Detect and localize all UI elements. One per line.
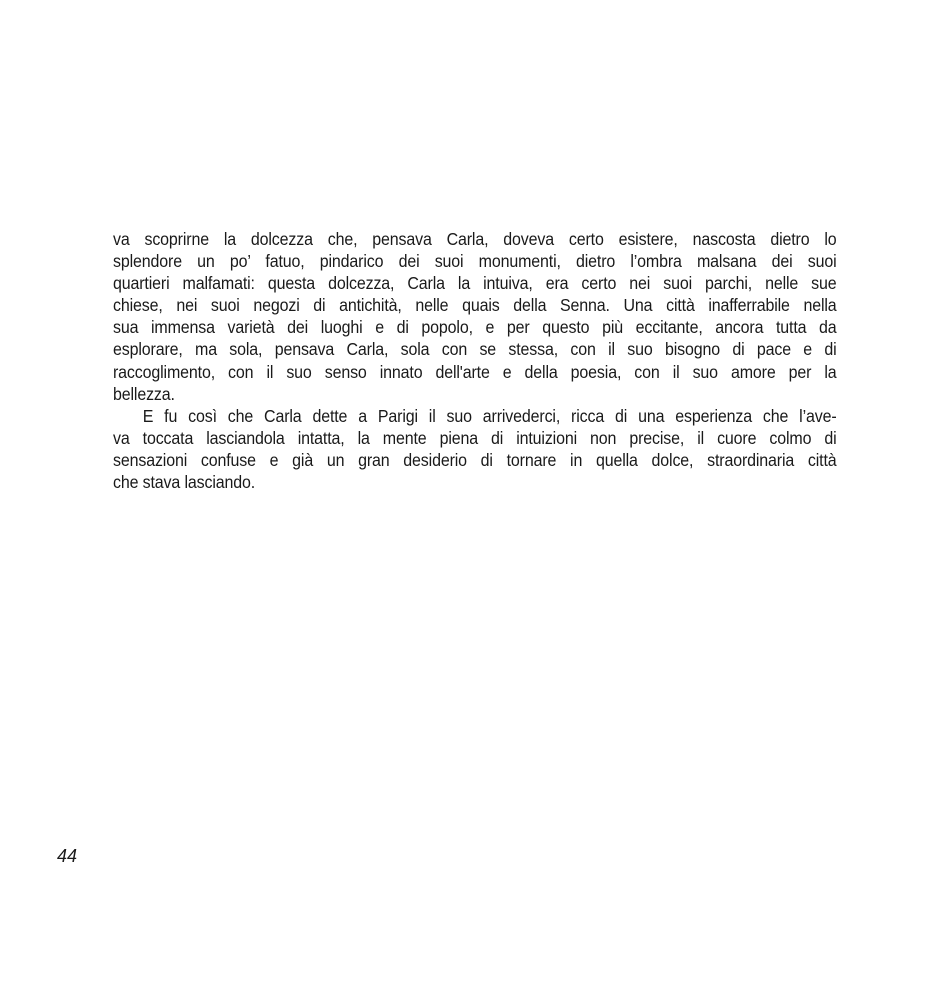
text-line: bellezza. bbox=[113, 383, 175, 404]
text-line: sensazioni confuse e già un gran desiderio di tornare in quella dolce, straordinaria città bbox=[113, 449, 837, 470]
text-line: sua immensa varietà dei luoghi e di popolo, e per questo più eccitante, ancora tutta da bbox=[113, 317, 837, 338]
paragraph-2 bbox=[113, 405, 837, 493]
page-number: 44 bbox=[57, 846, 78, 866]
text-line: chiese, nei suoi negozi di antichità, nelle quais della Senna. Una città inafferrabile nella bbox=[113, 295, 837, 316]
text-line: E fu così che Carla dette a Parigi il suo arrivederci, ricca di una esperienza che l’ave- bbox=[142, 405, 837, 426]
text-line: raccoglimento, con il suo senso innato dell'arte e della poesia, con il suo amore per la bbox=[113, 361, 837, 382]
text-line: va toccata lasciandola intatta, la mente piena di intuizioni non precise, il cuore colmo di bbox=[113, 427, 837, 448]
text-line: quartieri malfamati: questa dolcezza, Carla la intuiva, era certo nei suoi parchi, nelle sue bbox=[113, 273, 837, 294]
paragraph-1 bbox=[113, 228, 837, 405]
text-line: splendore un po’ fatuo, pindarico dei suoi monumenti, dietro l’ombra malsana dei suoi bbox=[113, 251, 837, 272]
text-line: che stava lasciando. bbox=[113, 472, 256, 493]
text-line: esplorare, ma sola, pensava Carla, sola con se stessa, con il suo bisogno di pace e di bbox=[113, 339, 837, 360]
text-line: va scoprirne la dolcezza che, pensava Carla, doveva certo esistere, nascosta dietro lo bbox=[113, 229, 837, 249]
body-text bbox=[113, 228, 837, 493]
